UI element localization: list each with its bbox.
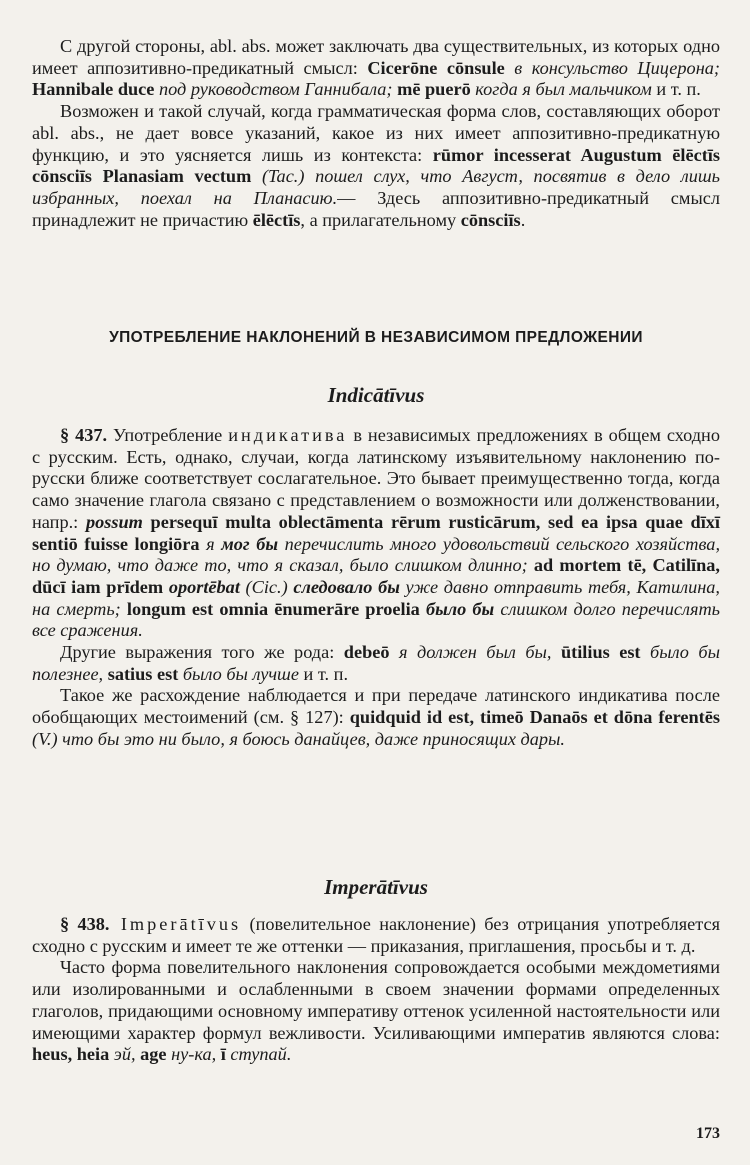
section-heading: УПОТРЕБЛЕНИЕ НАКЛОНЕНИЙ В НЕЗАВИСИМОМ ПРЕДЛОЖЕНИИ [109,329,643,346]
paragraph-same-divergence: Такое же расхождение наблюдается и при передаче латинского индикатива после обобщающих местоимений (см. § 127): quidquid id est, timeō Danaōs et dōna ferentēs (V.) что бы это ни было, я боюсь данайцев, даже приносящих дары. [32,685,720,749]
page-number: 173 [696,1125,720,1142]
subheading-imperativus: Imperātīvus [324,875,428,899]
latin-phrase: Cicerōne cōnsule [367,57,505,78]
latin-phrase: longum est omnia ēnumerāre proelia [126,598,426,619]
section-437: § 437. Употребление индикатива в независимых предложениях в общем сходно с русским. Есть, однако, случаи, когда латинскому изъявительному наклонению по-русски ближе соответствует сослагательное. Это бывает преимущественно тогда, когда само значение глагола связано с представлением о возможности или долженствовании, напр.: possum persequī multa oblectāmenta rērum rusticārum, sed ea ipsa quae dīxī sentiō fuisse longiōra я мог бы перечислить много удовольствий сельского хозяйства, но думаю, что даже то, что я сказал, было слишком длинно; ad mortem tē, Catilīna, dūcī iam prīdem oportēbat (Cic.) следовало бы уже давно отправить тебя, Катилина, на смерть; longum est omnia ēnumerāre proelia было бы слишком долго перечислять все сражения. [32,425,721,641]
text-block-indicativus [32,425,720,751]
paragraph-imperative-interjections: Часто форма повелительного наклонения сопровождается особыми междометиями или изолированными и ослабленными в своем значении формами определенных глаголов, придающими основному императиву оттенок усиленной настоятельности или имеющими характер формул вежливости. Усиливающими императив являются слова: heus, heia эй, age ну-ка, ī ступай. [32,957,720,1065]
section-438: § 438. Imperātīvus (повелительное наклонение) без отрицания употребляется сходно с русским и имеет те же оттенки — приказания, приглашения, просьбы и т. д. [32,914,721,956]
paragraph-abl-abs-nouns: С другой стороны, abl. abs. может заключать два существительных, из которых одно имеет аппозитивно-предикатный смысл: Cicerōne cōnsule в консульство Цицерона; Hannibale duce под руководством Ганнибала; mē puerō когда я был мальчиком и т. п. [32,36,720,100]
text-block-imperativus [32,914,720,1066]
paragraph-other-expressions: Другие выражения того же рода: debeō я должен был бы, ūtilius est было бы полезнее, satius est было бы лучше и т. п. [32,642,720,684]
subheading-indicativus: Indicātīvus [327,383,425,407]
text-block-top [32,36,720,231]
paragraph-context-case: Возможен и такой случай, когда грамматическая форма слов, составляющих оборот abl. abs., не дает вовсе указаний, какое из них имеет аппозитивно-предикатную функцию, и это уясняется лишь из контекста: rūmor incesserat Augustum ēlēctīs cōnsciīs Planasiam vectum (Tac.) пошел слух, что Август, посвятив в дело лишь избранных, поехал на Планасию.— Здесь аппозитивно-предикатный смысл принадлежит не причастию ēlēctīs, а прилагательному cōnsciīs. [32,101,720,230]
section-number: § 438. [60,914,110,934]
latin-phrase: mē puerō [397,79,471,100]
latin-word: ēlēctīs [252,209,301,230]
section-number: § 437. [60,425,108,445]
latin-word: cōnsciīs [460,209,521,230]
latin-phrase: ad mortem tē, Catilīna, dūcī iam prīdem [32,555,720,597]
latin-phrase: persequī multa oblectāmenta rērum rusticārum, sed ea ipsa quae dīxī sentiō fuisse longiōra [32,511,720,554]
latin-phrase: Hannibale duce [32,79,155,100]
latin-phrase: rūmor incesserat Augustum ēlēctīs cōnsciīs Planasiam vectum [32,144,720,187]
